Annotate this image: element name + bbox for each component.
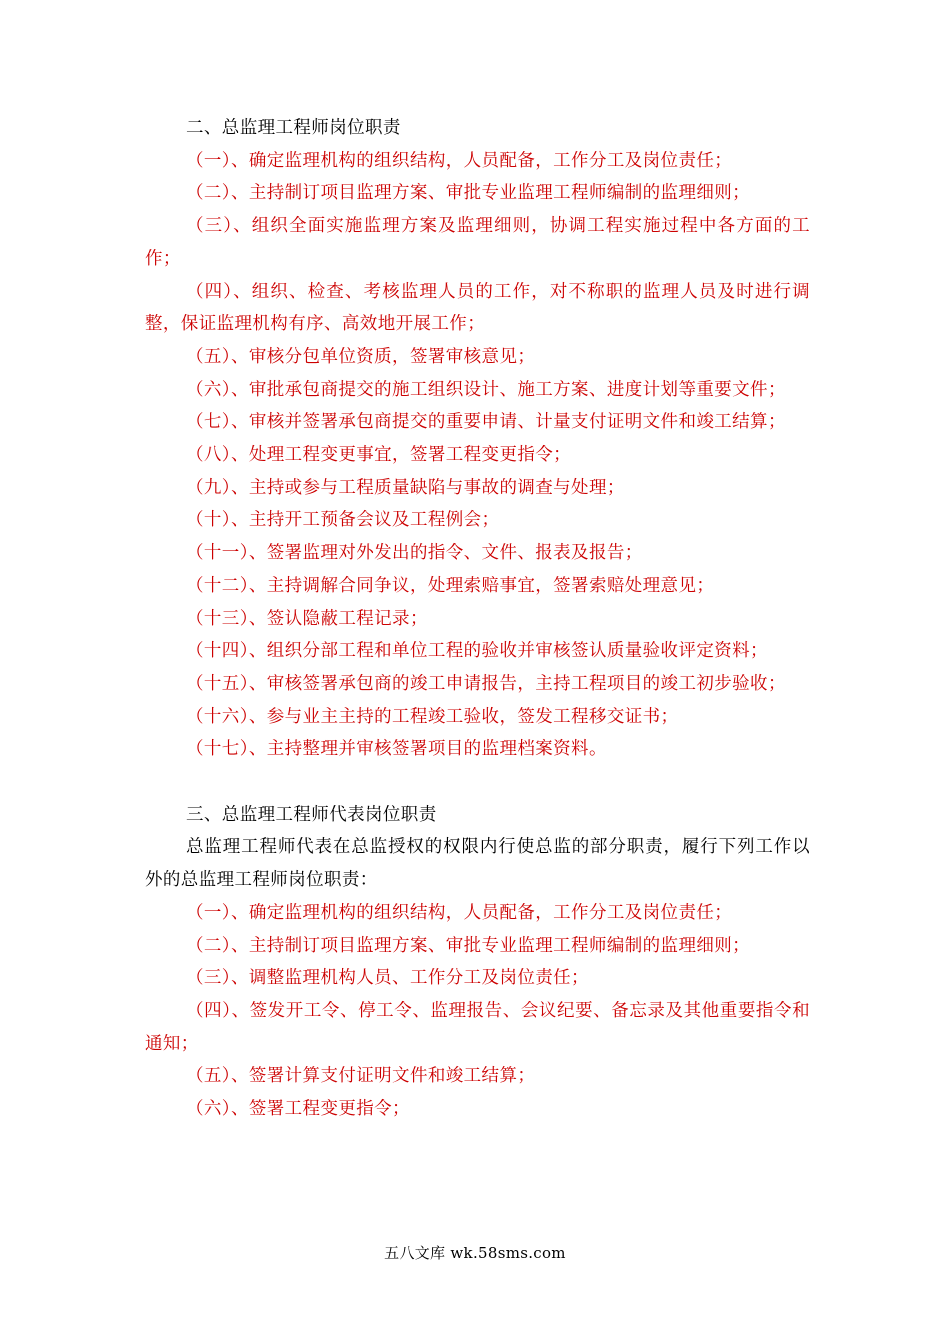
section-spacer: [145, 766, 810, 799]
document-body: [145, 112, 810, 1126]
list-item: （七）、审核并签署承包商提交的重要申请、计量支付证明文件和竣工结算；: [186, 412, 786, 433]
list-item: （十四）、组织分部工程和单位工程的验收并审核签认质量验收评定资料；: [186, 641, 768, 662]
list-item: （八）、处理工程变更事宜，签署工程变更指令；: [186, 445, 572, 466]
list-item: （五）、审核分包单位资质，签署审核意见；: [186, 346, 536, 367]
list-item: （十五）、审核签署承包商的竣工申请报告，主持工程项目的竣工初步验收；: [186, 673, 786, 694]
list-item: （六）、签署工程变更指令；: [186, 1099, 410, 1120]
list-item: （十一）、签署监理对外发出的指令、文件、报表及报告；: [186, 543, 643, 564]
section-intro: 总监理工程师代表在总监授权的权限内行使总监的部分职责，履行下列工作以外的总监理工程师岗位职责：: [145, 837, 810, 891]
list-item: （三）、组织全面实施监理方案及监理细则，协调工程实施过程中各方面的工作；: [145, 216, 810, 269]
section-heading: 二、总监理工程师岗位职责: [186, 118, 401, 138]
list-item: （五）、签署计算支付证明文件和竣工结算；: [186, 1066, 536, 1087]
list-item: （十）、主持开工预备会议及工程例会；: [186, 510, 500, 531]
list-item: （一）、确定监理机构的组织结构，人员配备，工作分工及岗位责任；: [186, 150, 733, 171]
list-item: （九）、主持或参与工程质量缺陷与事故的调查与处理；: [186, 477, 625, 498]
section-heading: 三、总监理工程师代表岗位职责: [186, 804, 437, 825]
list-item: （十七）、主持整理并审核签署项目的监理档案资料。: [186, 739, 607, 760]
page-footer: 五八文库 wk.58sms.com: [384, 1244, 566, 1262]
list-item: （三）、调整监理机构人员、工作分工及岗位责任；: [186, 968, 589, 989]
list-item: （四）、签发开工令、停工令、监理报告、会议纪要、备忘录及其他重要指令和通知；: [145, 1000, 810, 1054]
list-item: （一）、确定监理机构的组织结构，人员配备，工作分工及岗位责任；: [186, 902, 733, 923]
list-item: （二）、主持制订项目监理方案、审批专业监理工程师编制的监理细则；: [186, 183, 751, 204]
list-item: （十三）、签认隐蔽工程记录；: [186, 608, 428, 629]
list-item: （十六）、参与业主主持的工程竣工验收，签发工程移交证书；: [186, 706, 679, 727]
list-item: （四）、组织、检查、考核监理人员的工作，对不称职的监理人员及时进行调整，保证监理机构有序、高效地开展工作；: [145, 281, 810, 335]
list-item: （二）、主持制订项目监理方案、审批专业监理工程师编制的监理细则；: [186, 935, 751, 956]
list-item: （十二）、主持调解合同争议，处理索赔事宜，签署索赔处理意见；: [186, 575, 715, 596]
list-item: （六）、审批承包商提交的施工组织设计、施工方案、进度计划等重要文件；: [186, 379, 786, 400]
